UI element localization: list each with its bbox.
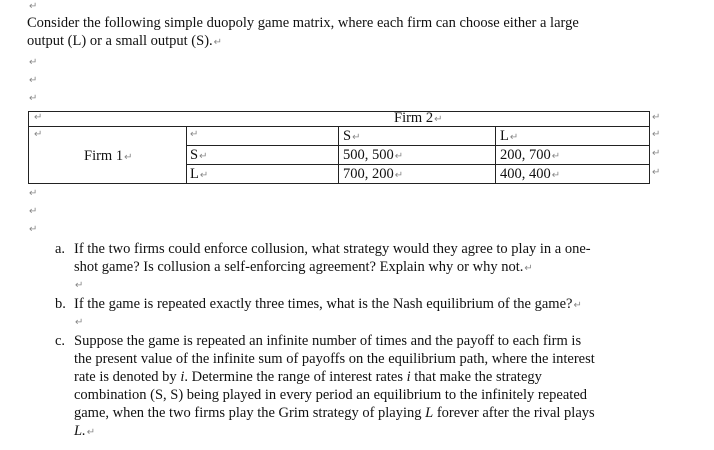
paragraph-mark: ↵ — [29, 75, 38, 86]
paragraph-mark: ↵ — [34, 129, 43, 140]
question-c-line-4: combination (S, S) being played in every period an equilibrium to the infinitely repeated — [74, 387, 588, 403]
question-a-line-2: shot game? Is collusion a self-enforcing agreement? Explain why or why not.↵ — [74, 259, 533, 275]
paragraph-mark: ↵ — [524, 263, 533, 274]
paragraph-mark: ↵ — [573, 300, 582, 311]
question-c-line-6: L.↵ — [74, 423, 96, 439]
paragraph-mark: ↵ — [652, 167, 661, 178]
intro-line-1: Consider the following simple duopoly game matrix, where each firm can choose either a large — [27, 15, 579, 31]
paragraph-mark: ↵ — [75, 280, 84, 291]
paragraph-mark: ↵ — [199, 151, 208, 162]
paragraph-mark: ↵ — [652, 129, 661, 140]
question-c-line-2: the present value of the infinite sum of payoffs on the equilibrium path, where the interest — [74, 351, 595, 367]
cell-s-s: 500, 500↵ — [343, 147, 404, 163]
paragraph-mark: ↵ — [509, 132, 519, 143]
paragraph-mark: ↵ — [86, 427, 96, 438]
paragraph-mark: ↵ — [394, 151, 404, 162]
paragraph-mark: ↵ — [652, 148, 661, 159]
question-c-label: c. — [55, 333, 66, 349]
paragraph-mark: ↵ — [75, 317, 84, 328]
paragraph-mark: ↵ — [124, 152, 133, 163]
paragraph-mark: ↵ — [34, 112, 43, 123]
question-c-line-1: Suppose the game is repeated an infinite number of times and the payoff to each firm is — [74, 333, 582, 349]
firm-2-label-text: Firm 2 — [394, 110, 434, 126]
paragraph-mark: ↵ — [29, 224, 38, 235]
paragraph-mark: ↵ — [394, 170, 404, 181]
paragraph-mark: ↵ — [199, 170, 209, 181]
paragraph-mark: ↵ — [352, 132, 361, 143]
question-a-line-1: If the two firms could enforce collusion, what strategy would they agree to play in a one- — [74, 241, 591, 257]
paragraph-mark: ↵ — [213, 37, 223, 48]
question-b-line-1: If the game is repeated exactly three times, what is the Nash equilibrium of the game?↵ — [74, 296, 582, 312]
question-a-label: a. — [55, 241, 66, 257]
paragraph-mark: ↵ — [29, 1, 38, 12]
intro-line-2 — [27, 32, 222, 52]
question-b-label: b. — [55, 296, 66, 312]
cell-s-l: 200, 700↵ — [500, 147, 561, 163]
intro-line-2-text: output (L) or a small output (S). — [27, 33, 213, 49]
row-header-s: S↵ — [190, 147, 208, 163]
firm-1-label — [84, 148, 132, 166]
paragraph-mark: ↵ — [190, 129, 199, 140]
paragraph-mark: ↵ — [551, 170, 561, 181]
col-header-s: S↵ — [343, 128, 361, 144]
firm-1-label-text: Firm 1 — [84, 148, 124, 164]
paragraph-mark: ↵ — [29, 206, 38, 217]
question-c-line-3: rate is denoted by i. Determine the range of interest rates i that make the strategy — [74, 369, 542, 385]
paragraph-mark: ↵ — [434, 114, 443, 125]
paragraph-mark: ↵ — [29, 57, 38, 68]
col-header-l: L↵ — [500, 128, 519, 144]
cell-l-l: 400, 400↵ — [500, 166, 561, 182]
paragraph-mark: ↵ — [29, 188, 38, 199]
paragraph-mark: ↵ — [652, 112, 661, 123]
paragraph-mark: ↵ — [551, 151, 561, 162]
row-header-l: L↵ — [190, 166, 209, 182]
question-c-line-5: game, when the two firms play the Grim strategy of playing L forever after the rival plays — [74, 405, 595, 421]
firm-2-label — [394, 110, 442, 128]
paragraph-mark: ↵ — [29, 93, 38, 104]
cell-l-s: 700, 200↵ — [343, 166, 404, 182]
